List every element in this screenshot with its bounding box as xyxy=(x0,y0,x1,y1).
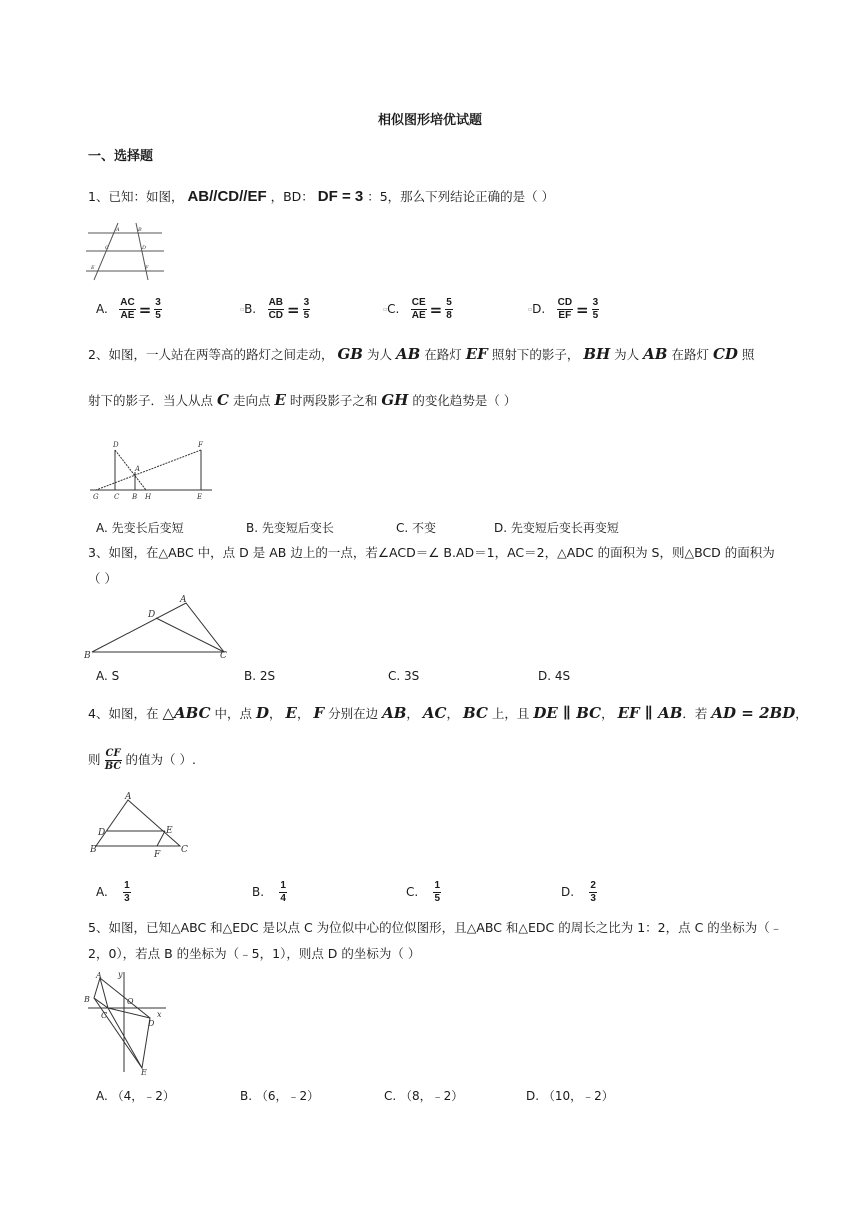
q1-option-d[interactable]: ▫D. $\frac{CD}{EF}$ = $\frac{3}{5}$ xyxy=(528,297,599,321)
question-3-stem-line2: （ ） xyxy=(88,571,117,586)
option-fraction: $\frac{1}{4}$ xyxy=(280,880,286,904)
q2-label-a: A xyxy=(135,465,141,473)
question-3-stem-line1: 3、如图，在△ABC 中，点 D 是 AB 边上的一点，若∠ACD＝∠ B.AD＝1，AC＝2，△ADC 的面积为 S，则△BCD 的面积为 xyxy=(88,545,775,560)
q5-label-b: B xyxy=(84,995,90,1004)
q4-label-d: D xyxy=(98,828,106,838)
question-2-stem-line2: 射下的影子．当人从点 C 走向点 E 时两段影子之和 GH 的变化趋势是（ ） xyxy=(88,391,517,409)
q1-expr-parallel: AB//CD//EF xyxy=(187,188,267,205)
q1-option-c[interactable]: ▫C. $\frac{CE}{AE}$ = $\frac{5}{8}$ xyxy=(383,297,452,321)
q1-expr-ratio: DF = 3 xyxy=(317,188,364,205)
q1-mid: ，BD： xyxy=(270,189,314,204)
option-fraction-right: $\frac{3}{5}$ xyxy=(592,297,599,321)
q5-option-c[interactable]: C. （8，﹣2） xyxy=(384,1089,464,1103)
q4-figure xyxy=(88,790,198,858)
q3-option-c[interactable]: C. 3S xyxy=(388,669,420,683)
q4-fraction: $\frac{CF}{BC}$ xyxy=(104,748,122,772)
q5-label-o: O xyxy=(127,997,134,1006)
option-fraction-right: $\frac{5}{8}$ xyxy=(446,297,452,321)
q5-label-x: x xyxy=(157,1010,162,1019)
q2-option-d[interactable]: D. 先变短后变长再变短 xyxy=(494,521,619,535)
q5-label-d: D xyxy=(148,1019,155,1028)
q5-option-b[interactable]: B. （6，﹣2） xyxy=(240,1089,320,1103)
q4-label-a: A xyxy=(125,792,132,802)
q2-label-d: D xyxy=(113,441,119,449)
q2-label-b: B xyxy=(132,493,138,501)
option-fraction-left: $\frac{AB}{CD}$ xyxy=(268,297,284,321)
q5-option-a[interactable]: A. （4，﹣2） xyxy=(96,1089,175,1103)
q5-option-d[interactable]: D. （10，﹣2） xyxy=(526,1089,614,1103)
q2-label-c: C xyxy=(114,493,120,501)
q4-option-d[interactable]: D. $\frac{2}{3}$ xyxy=(561,880,596,904)
q3-label-d: D xyxy=(148,610,156,620)
q3-label-a: A xyxy=(180,595,187,605)
q1-label-c: C xyxy=(105,245,109,251)
q1-label-e: E xyxy=(91,265,95,271)
q4-label-e: E xyxy=(166,826,173,836)
q2-label-h: H xyxy=(145,493,152,501)
option-fraction: $\frac{1}{5}$ xyxy=(434,880,441,904)
q3-option-a[interactable]: A. S xyxy=(96,669,120,683)
option-letter: B. xyxy=(244,302,257,316)
question-4-stem-line2: 则 $\frac{CF}{BC}$ 的值为（ ）. xyxy=(88,748,196,772)
q2-label-e: E xyxy=(197,493,203,501)
equals-sign: = xyxy=(287,300,300,319)
q3-label-c: C xyxy=(220,651,227,660)
q1-option-b[interactable]: ▫B. $\frac{AB}{CD}$ = $\frac{3}{5}$ xyxy=(240,297,310,321)
q4-label-c: C xyxy=(181,845,188,855)
q1-label-a: A xyxy=(116,227,120,233)
q2-option-c[interactable]: C. 不变 xyxy=(396,521,437,535)
q4-label-f: F xyxy=(154,850,161,858)
q2-option-a[interactable]: A. 先变长后变短 xyxy=(96,521,184,535)
question-5-stem-line2: 2，0），若点 B 的坐标为（﹣5，1），则点 D 的坐标为（ ） xyxy=(88,946,421,961)
section-heading: 一、选择题 xyxy=(88,149,154,164)
q3-figure xyxy=(84,592,234,660)
q1-option-a[interactable] xyxy=(96,297,162,322)
option-fraction: $\frac{2}{3}$ xyxy=(590,880,596,904)
option-fraction-left: $\frac{CD}{EF}$ xyxy=(557,297,573,321)
option-letter: A. xyxy=(96,302,108,316)
option-fraction: $\frac{1}{3}$ xyxy=(124,880,130,904)
q4-label-b: B xyxy=(90,845,97,855)
question-2-stem-line1: 2、如图，一人站在两等高的路灯之间走动， GB 为人 AB 在路灯 EF 照射下的影子， BH 为人 AB 在路灯 CD 照 xyxy=(88,345,755,363)
q1-label-d: D xyxy=(142,245,147,251)
question-5-stem-line1: 5、如图，已知△ABC 和△EDC 是以点 C 为位似中心的位似图形，且△ABC 和△EDC 的周长之比为 1：2，点 C 的坐标为（﹣ xyxy=(88,920,783,935)
option-letter: D. xyxy=(532,302,546,316)
option-letter: C. xyxy=(387,302,400,316)
q1-prefix: 1、已知：如图， xyxy=(88,189,184,204)
equals-sign: = xyxy=(138,300,152,319)
q3-label-b: B xyxy=(84,651,91,660)
q2-label-f: F xyxy=(198,441,203,449)
q1-suffix: ：5，那么下列结论正确的是（ ） xyxy=(367,189,555,204)
q2-label-g: G xyxy=(93,493,99,501)
page-title: 相似图形培优试题 xyxy=(377,113,482,128)
question-4-stem-line1: 4、如图，在 △ABC 中，点 D， E， F 分别在边 AB， AC， BC 上，且 DE ∥ BC， EF ∥ AB．若 AD = 2BD， xyxy=(88,704,808,722)
question-1-stem xyxy=(88,187,554,207)
q1-figure xyxy=(86,220,166,282)
q2-option-b[interactable]: B. 先变短后变长 xyxy=(246,521,334,535)
q1-label-b: B xyxy=(138,227,142,233)
q5-label-a: A xyxy=(96,971,102,980)
option-fraction-right: $\frac{3}{5}$ xyxy=(155,297,161,321)
option-fraction-right: $\frac{3}{5}$ xyxy=(303,297,310,321)
option-fraction-left: $\frac{AC}{AE}$ xyxy=(120,297,135,321)
option-fraction-left: $\frac{CE}{AE}$ xyxy=(411,297,426,321)
q4-option-c[interactable]: C. $\frac{1}{5}$ xyxy=(406,880,441,904)
q5-label-c: C xyxy=(101,1011,108,1020)
q5-label-y: y xyxy=(118,970,123,979)
q2-figure xyxy=(88,438,218,502)
q4-option-a[interactable]: A. $\frac{1}{3}$ xyxy=(96,880,130,904)
q5-figure xyxy=(84,968,174,1076)
q1-label-f: F xyxy=(145,265,149,271)
equals-sign: = xyxy=(429,300,443,319)
q5-label-e: E xyxy=(141,1068,147,1076)
q4-option-b[interactable]: B. $\frac{1}{4}$ xyxy=(252,880,286,904)
q3-option-d[interactable]: D. 4S xyxy=(538,669,571,683)
equals-sign: = xyxy=(576,300,589,319)
q3-option-b[interactable]: B. 2S xyxy=(244,669,276,683)
